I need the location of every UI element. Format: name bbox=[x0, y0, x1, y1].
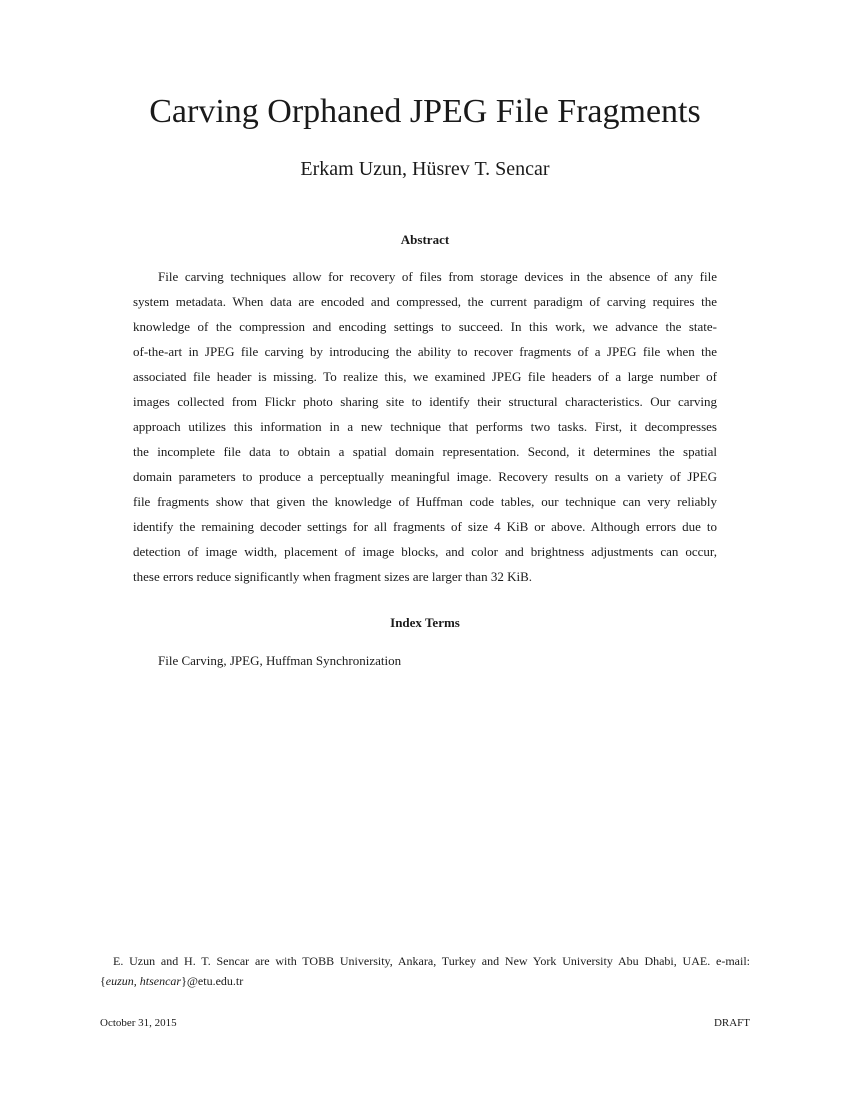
abstract-line: system metadata. When data are encoded and compressed, the current paradigm of carving requires the bbox=[133, 294, 717, 309]
abstract-line: file fragments show that given the knowledge of Huffman code tables, our technique can very reliably bbox=[133, 494, 717, 509]
footer-draft-label: DRAFT bbox=[713, 1017, 750, 1029]
author-footnote bbox=[100, 951, 750, 991]
abstract-line: approach utilizes this information in a new technique that performs two tasks. First, it decompresses bbox=[133, 419, 717, 434]
abstract-line: identify the remaining decoder settings for all fragments of size 4 KiB or above. Although errors due to bbox=[133, 519, 717, 534]
abstract-line: domain parameters to produce a perceptually meaningful image. Recovery results on a variety of JPEG bbox=[133, 469, 717, 484]
paper-title: Carving Orphaned JPEG File Fragments bbox=[149, 93, 701, 130]
abstract-text bbox=[133, 264, 717, 589]
author-list: Erkam Uzun, Hüsrev T. Sencar bbox=[300, 158, 550, 180]
abstract-line: the incomplete file data to obtain a spatial domain representation. Second, it determines the spatial bbox=[133, 444, 717, 459]
footer-date: October 31, 2015 bbox=[100, 1017, 177, 1029]
abstract-line: knowledge of the compression and encoding settings to succeed. In this work, we advance the state- bbox=[133, 319, 717, 334]
footnote-brace-open: { bbox=[100, 974, 106, 988]
footnote-affiliation: E. Uzun and H. T. Sencar are with TOBB University, Ankara, Turkey and New York University Abu Dhabi, UAE. e-mail: bbox=[113, 954, 750, 968]
index-terms: File Carving, JPEG, Huffman Synchronization bbox=[158, 653, 402, 668]
footnote-email-domain: @etu.edu.tr bbox=[186, 974, 244, 988]
abstract-line: images collected from Flickr photo sharing site to identify their structural characteristics. Our carving bbox=[133, 394, 717, 409]
footnote-email bbox=[100, 971, 750, 991]
index-terms-heading: Index Terms bbox=[390, 615, 460, 630]
abstract-line: of-the-art in JPEG file carving by introducing the ability to recover fragments of a JPEG file when the bbox=[133, 344, 717, 359]
abstract-line: associated file header is missing. To realize this, we examined JPEG file headers of a large number of bbox=[133, 369, 717, 384]
abstract-line: these errors reduce significantly when fragment sizes are larger than 32 KiB. bbox=[133, 569, 533, 584]
footnote-brace-close: } bbox=[181, 974, 187, 988]
abstract-line: File carving techniques allow for recovery of files from storage devices in the absence of any file bbox=[158, 269, 717, 284]
abstract-heading: Abstract bbox=[400, 232, 450, 247]
abstract-line: detection of image width, placement of image blocks, and color and brightness adjustments can occur, bbox=[133, 544, 717, 559]
footnote-email-users: euzun, htsencar bbox=[105, 974, 182, 988]
